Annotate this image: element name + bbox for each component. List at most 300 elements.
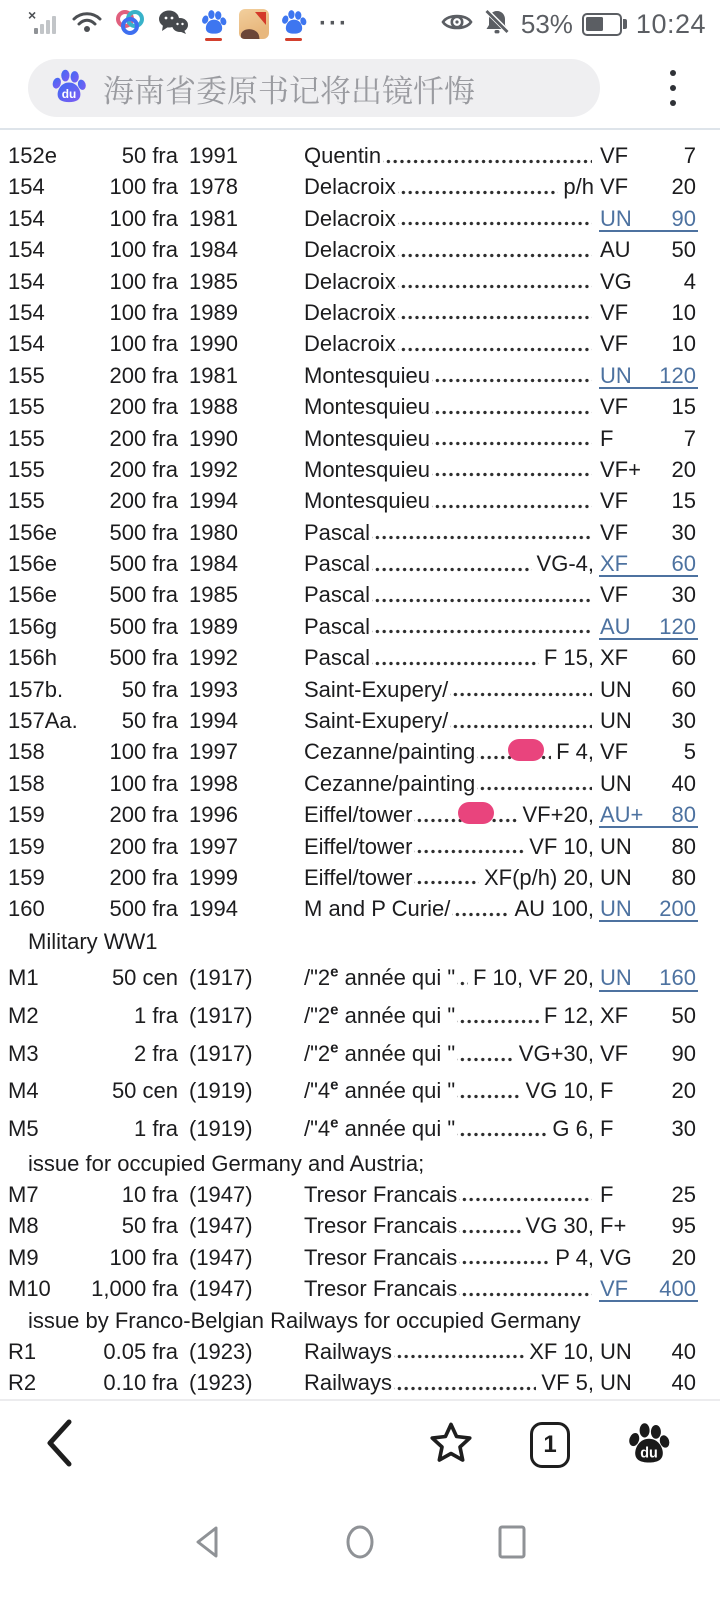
catalog-number: 154	[8, 268, 45, 294]
catalog-number: M1	[8, 965, 39, 991]
price: 200	[659, 896, 696, 922]
baidu-home-button[interactable]	[626, 1420, 672, 1471]
grade: F	[600, 1181, 614, 1207]
description-text: /"2e année qui "	[304, 1001, 456, 1028]
year: 1978	[189, 174, 238, 200]
catalog-number: M4	[8, 1078, 39, 1104]
dot-leader	[459, 1273, 592, 1304]
catalog-number: 152e	[8, 143, 57, 168]
denomination: 1 fra	[133, 1115, 178, 1141]
dot-leader	[414, 862, 479, 893]
year: 1994	[189, 708, 238, 734]
price: 40	[671, 770, 696, 796]
dot-leader	[477, 736, 551, 767]
table-row	[8, 485, 696, 516]
description-text: Eiffel/tower	[304, 802, 413, 828]
grade-price	[600, 485, 696, 516]
battery-icon	[582, 13, 627, 36]
denomination: 100 fra	[109, 1244, 178, 1270]
description-text: Cezanne/painting	[304, 739, 476, 765]
catalog-number: 154	[8, 237, 45, 263]
year: 1981	[189, 362, 238, 388]
description-text: Montesquieu	[304, 394, 430, 420]
tab-count: 1	[543, 1431, 557, 1458]
nav-recents-button[interactable]	[492, 1522, 532, 1567]
denomination: 100 fra	[109, 174, 178, 200]
denomination: 0.05 fra	[103, 1338, 178, 1364]
inline-grade-price: VF 10,	[529, 833, 594, 859]
battery-percent: 53%	[520, 8, 573, 39]
price: 30	[671, 582, 696, 608]
inline-grade-price: AU 100,	[514, 896, 594, 922]
dot-leader	[457, 1110, 547, 1148]
grade-price-link[interactable]	[600, 959, 696, 997]
description-cell	[304, 454, 594, 485]
dot-leader	[383, 140, 592, 171]
year: 1997	[189, 739, 238, 765]
table-row	[8, 391, 696, 422]
grade-price	[600, 736, 696, 767]
catalog-number: 155	[8, 456, 45, 482]
dot-leader	[394, 1367, 536, 1398]
denomination: 100 fra	[109, 205, 178, 231]
inline-grade-price: VG-4,	[536, 551, 594, 577]
denomination: 1,000 fra	[91, 1276, 178, 1302]
description-cell	[304, 171, 594, 202]
dot-leader	[398, 297, 592, 328]
grade-price	[600, 517, 696, 548]
back-button[interactable]	[42, 1417, 76, 1474]
grade-price-link[interactable]	[600, 548, 696, 579]
price: 60	[671, 551, 696, 577]
description-cell	[304, 1336, 594, 1367]
description-cell	[304, 893, 594, 924]
description-text: Montesquieu	[304, 362, 430, 388]
table-row	[8, 959, 696, 997]
section-heading: issue by Franco-Belgian Railways for occupied Germany	[28, 1307, 581, 1333]
denomination: 500 fra	[109, 582, 178, 608]
grade-price-link[interactable]	[600, 1273, 696, 1304]
year: 1985	[189, 582, 238, 608]
grade: VF	[600, 174, 629, 200]
description-text: Pascal	[304, 519, 371, 545]
grade: UN	[600, 205, 632, 231]
dot-leader	[452, 893, 509, 924]
denomination: 500 fra	[109, 613, 178, 639]
price: 60	[671, 645, 696, 671]
table-row	[8, 1179, 696, 1210]
description-cell	[304, 705, 594, 736]
superscript: e	[330, 963, 339, 981]
year: 1985	[189, 268, 238, 294]
grade: AU+	[600, 802, 644, 828]
description-text: Railways	[304, 1370, 393, 1396]
denomination: 100 fra	[109, 739, 178, 765]
grade-price	[600, 705, 696, 736]
year: (1947)	[189, 1181, 253, 1207]
description-cell	[304, 517, 594, 548]
table-row	[8, 831, 696, 862]
dot-leader	[398, 328, 592, 359]
year: 1988	[189, 394, 238, 420]
denomination: 0.10 fra	[103, 1370, 178, 1396]
price: 40	[671, 1370, 696, 1396]
price: 400	[659, 1276, 696, 1302]
grade: UN	[600, 833, 632, 859]
inline-grade-price: F 12,	[543, 1002, 594, 1028]
grade-price	[600, 454, 696, 485]
grade-price-link[interactable]	[600, 799, 696, 830]
dot-leader	[398, 171, 559, 202]
catalog-number: 154	[8, 205, 45, 231]
grade: XF	[600, 1002, 629, 1028]
grade: VF	[600, 582, 629, 608]
grade: VF	[600, 299, 629, 325]
catalog-number: 157b.	[8, 676, 64, 702]
description-text: Saint-Exupery/	[304, 676, 449, 702]
description-cell	[304, 423, 594, 454]
table-row	[8, 171, 696, 202]
grade: VF	[600, 1276, 629, 1302]
description-text: Delacroix	[304, 237, 396, 263]
description-text: Delacroix	[304, 268, 396, 294]
description-cell	[304, 831, 594, 862]
table-row	[8, 140, 696, 171]
grade: F	[600, 1078, 614, 1104]
no-signal-icon: ×	[30, 11, 60, 37]
dot-leader	[459, 1179, 592, 1210]
grade-price	[600, 1110, 696, 1148]
inline-grade-price: P 4,	[555, 1244, 594, 1270]
year: 1984	[189, 551, 238, 577]
dot-leader	[372, 517, 592, 548]
grade-price	[600, 140, 696, 171]
denomination: 500 fra	[109, 519, 178, 545]
year: (1919)	[189, 1078, 253, 1104]
denomination: 100 fra	[109, 268, 178, 294]
description-text: Pascal	[304, 613, 371, 639]
price: 120	[659, 613, 696, 639]
catalog-number: M10	[8, 1276, 51, 1302]
description-cell	[304, 997, 594, 1035]
grade-price	[600, 1179, 696, 1210]
price: 7	[683, 143, 696, 168]
grade-price-link[interactable]	[600, 611, 696, 642]
grade-price	[600, 266, 696, 297]
grade-price	[600, 391, 696, 422]
tab-switcher-button[interactable]	[530, 1422, 570, 1468]
inline-grade-price: F 10, VF 20,	[472, 965, 594, 991]
denomination: 100 fra	[109, 331, 178, 357]
year: (1917)	[189, 1040, 253, 1066]
catalog-number: 156g	[8, 613, 57, 639]
table-row	[8, 454, 696, 485]
description-cell	[304, 674, 594, 705]
denomination: 500 fra	[109, 645, 178, 671]
table-row	[8, 736, 696, 767]
grade: XF	[600, 645, 629, 671]
nav-back-button[interactable]	[188, 1522, 228, 1567]
dot-leader	[477, 768, 592, 799]
denomination: 200 fra	[109, 362, 178, 388]
year: (1917)	[189, 1002, 253, 1028]
dot-leader	[432, 391, 592, 422]
description-cell	[304, 1242, 594, 1273]
catalog-number: M8	[8, 1213, 39, 1239]
description-cell	[304, 1035, 594, 1073]
dot-leader	[398, 203, 592, 234]
catalog-number: M9	[8, 1244, 39, 1270]
denomination: 50 cen	[111, 1078, 178, 1104]
description-text: Tresor Francais	[304, 1244, 458, 1270]
table-row	[8, 297, 696, 328]
catalog-number: M3	[8, 1040, 39, 1066]
description-text: Pascal	[304, 551, 371, 577]
grade: VF+	[600, 456, 641, 482]
description-cell	[304, 611, 594, 642]
description-text: Montesquieu	[304, 456, 430, 482]
denomination: 200 fra	[109, 864, 178, 890]
grade-price	[600, 674, 696, 705]
year: (1919)	[189, 1115, 253, 1141]
dot-leader	[457, 1072, 520, 1110]
denomination: 200 fra	[109, 488, 178, 514]
table-row	[8, 1110, 696, 1148]
description-cell	[304, 768, 594, 799]
description-cell	[304, 297, 594, 328]
description-cell	[304, 485, 594, 516]
catalog-list	[0, 130, 720, 1399]
grade-price-link[interactable]	[600, 203, 696, 234]
year: (1917)	[189, 965, 253, 991]
description-cell	[304, 642, 594, 673]
superscript: e	[330, 1114, 339, 1132]
year: 1981	[189, 205, 238, 231]
grade-price	[600, 1242, 696, 1273]
table-row	[8, 799, 696, 830]
table-row	[8, 768, 696, 799]
search-query-text: 海南省委原书记将出镜忏悔	[103, 73, 475, 109]
catalog-number: 156e	[8, 582, 57, 608]
android-nav-bar	[0, 1489, 720, 1600]
dot-leader	[457, 1035, 514, 1073]
year: 1989	[189, 299, 238, 325]
catalog-number: M7	[8, 1181, 39, 1207]
description-cell	[304, 799, 594, 830]
grade-price	[600, 328, 696, 359]
table-row	[8, 893, 696, 924]
grade: UN	[600, 864, 632, 890]
pink-marker	[458, 802, 494, 824]
inline-grade-price: XF 10,	[529, 1338, 594, 1364]
price: 5	[683, 739, 696, 765]
year: 1994	[189, 488, 238, 514]
year: 1997	[189, 833, 238, 859]
price: 50	[671, 237, 696, 263]
dot-leader	[459, 1210, 520, 1241]
search-input[interactable]	[28, 59, 600, 117]
tri-rings-icon	[114, 7, 146, 42]
description-text: /"2e année qui "	[304, 963, 456, 991]
table-row	[8, 1035, 696, 1073]
year: 1999	[189, 864, 238, 890]
grade-price	[600, 171, 696, 202]
dot-leader	[394, 1336, 524, 1367]
wifi-icon	[71, 8, 103, 41]
price: 160	[659, 965, 696, 991]
grade-price	[600, 1336, 696, 1367]
year: (1923)	[189, 1370, 253, 1396]
price: 50	[671, 1002, 696, 1028]
grade-price	[600, 1210, 696, 1241]
baidu-logo-icon	[50, 67, 88, 110]
inline-grade-price: VF+20,	[522, 802, 594, 828]
year: 1980	[189, 519, 238, 545]
grade: UN	[600, 770, 632, 796]
catalog-number: 159	[8, 802, 45, 828]
description-text: Saint-Exupery/	[304, 708, 449, 734]
price: 95	[671, 1213, 696, 1239]
catalog-number: 155	[8, 394, 45, 420]
description-cell	[304, 862, 594, 893]
inline-grade-price: p/h	[563, 174, 594, 200]
grade: VG	[600, 268, 632, 294]
notifications-muted-icon	[482, 8, 512, 41]
grade: VF	[600, 1040, 629, 1066]
description-cell	[304, 579, 594, 610]
table-row	[8, 1336, 696, 1367]
catalog-number: 154	[8, 174, 45, 200]
catalog-number: 159	[8, 833, 45, 859]
grade: UN	[600, 362, 632, 388]
description-text: Pascal	[304, 582, 371, 608]
inline-grade-price: XF(p/h) 20,	[483, 864, 594, 890]
grade: UN	[600, 896, 632, 922]
photo-notification-icon	[239, 9, 269, 39]
dot-leader	[432, 485, 592, 516]
year: (1947)	[189, 1244, 253, 1270]
year: (1947)	[189, 1213, 253, 1239]
catalog-number: 158	[8, 739, 45, 765]
description-text: M and P Curie/	[304, 896, 451, 922]
denomination: 50 fra	[121, 143, 178, 168]
denomination: 200 fra	[109, 456, 178, 482]
nav-home-button[interactable]	[340, 1522, 380, 1567]
dot-leader	[450, 674, 592, 705]
price: 90	[671, 205, 696, 231]
year: 1991	[189, 143, 238, 168]
grade-price-link[interactable]	[600, 360, 696, 391]
denomination: 2 fra	[133, 1040, 178, 1066]
table-row	[8, 234, 696, 265]
catalog-number: 160	[8, 896, 45, 922]
description-cell	[304, 360, 594, 391]
description-cell	[304, 1110, 594, 1148]
grade-price-link[interactable]	[600, 893, 696, 924]
grade-price	[600, 768, 696, 799]
grade: VF	[600, 394, 629, 420]
catalog-number: 159	[8, 864, 45, 890]
description-text: /"2e année qui "	[304, 1039, 456, 1066]
dot-leader	[432, 360, 592, 391]
pink-marker	[508, 739, 544, 761]
inline-grade-price: F 4,	[556, 739, 594, 765]
grade: VF	[600, 488, 629, 514]
year: 1992	[189, 456, 238, 482]
dot-leader	[432, 423, 592, 454]
table-row	[8, 328, 696, 359]
price: 15	[671, 488, 696, 514]
year: (1923)	[189, 1338, 253, 1364]
denomination: 100 fra	[109, 770, 178, 796]
dot-leader	[414, 831, 524, 862]
grade-price	[600, 1035, 696, 1073]
catalog-number: 155	[8, 425, 45, 451]
table-row	[8, 1210, 696, 1241]
description-text: Montesquieu	[304, 488, 430, 514]
catalog-number: 157Aa.	[8, 708, 78, 734]
table-row	[8, 548, 696, 579]
table-row	[8, 266, 696, 297]
grade: UN	[600, 1338, 632, 1364]
price: 90	[671, 1040, 696, 1066]
catalog-number: M2	[8, 1002, 39, 1028]
denomination: 200 fra	[109, 425, 178, 451]
dot-leader	[457, 997, 539, 1035]
catalog-number: 156h	[8, 645, 57, 671]
price: 10	[671, 299, 696, 325]
svg-text:du: du	[61, 86, 77, 101]
description-cell	[304, 328, 594, 359]
description-cell	[304, 1210, 594, 1241]
grade: UN	[600, 708, 632, 734]
catalog-number: 154	[8, 331, 45, 357]
year: 1994	[189, 896, 238, 922]
grade: AU	[600, 237, 631, 263]
table-row	[8, 423, 696, 454]
denomination: 200 fra	[109, 394, 178, 420]
status-bar-left	[30, 7, 349, 42]
catalog-number: 156e	[8, 519, 57, 545]
price: 7	[683, 425, 696, 451]
description-cell	[304, 959, 594, 997]
price: 80	[671, 802, 696, 828]
menu-kebab-icon[interactable]	[664, 64, 682, 112]
description-text: Eiffel/tower	[304, 833, 413, 859]
price: 4	[683, 268, 696, 294]
table-row	[8, 705, 696, 736]
description-text: /"4e année qui "	[304, 1114, 456, 1141]
grade: AU	[600, 613, 631, 639]
table-row	[8, 1242, 696, 1273]
description-cell	[304, 266, 594, 297]
inline-grade-price: F 15,	[543, 645, 594, 671]
catalog-number: R2	[8, 1370, 37, 1396]
superscript: e	[330, 1076, 339, 1094]
grade-price	[600, 234, 696, 265]
favorite-star-button[interactable]	[428, 1421, 474, 1470]
dot-leader	[398, 234, 592, 265]
denomination: 50 cen	[111, 965, 178, 991]
superscript: e	[330, 1001, 339, 1019]
catalog-number: 154	[8, 299, 45, 325]
table-row	[8, 1367, 696, 1398]
description-text: Delacroix	[304, 331, 396, 357]
table-row	[8, 1273, 696, 1304]
inline-grade-price: VG 30,	[525, 1213, 594, 1239]
grade-price	[600, 1072, 696, 1110]
price: 80	[671, 833, 696, 859]
